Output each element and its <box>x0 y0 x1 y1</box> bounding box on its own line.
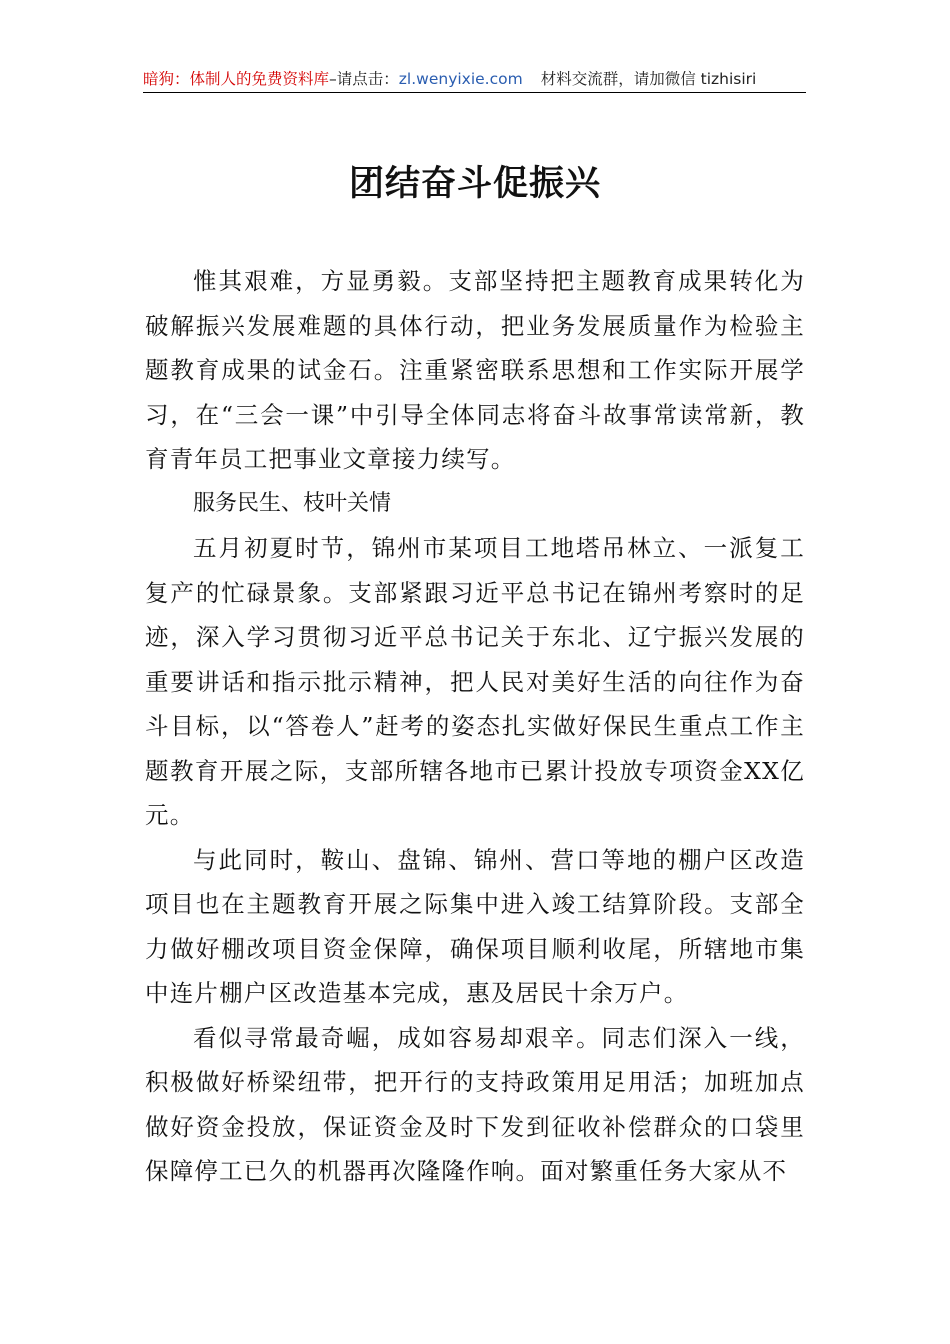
click-label: –请点击： <box>329 70 399 88</box>
document-title: 团结奋斗促振兴 <box>348 163 601 204</box>
site-label: 暗狗：体制人的免费资料库 <box>143 70 330 88</box>
paragraph: 五月初夏时节，锦州市某项目工地塔吊林立、一派复工复产的忙碌景象。支部紧跟习近平总书记在锦州考察时的足迹，深入学习贯彻习近平总书记关于东北、辽宁振兴发展的重要讲话和指示批示精神，把人民对美好生活的向往作为奋斗目标，以“答卷人”赶考的姿态扎实做好保民生重点工作主题教育开展之际，支部所辖各地市已累计投放专项资金XX亿元。 <box>145 534 805 829</box>
site-link[interactable]: zl.wenyixie.com <box>398 70 523 88</box>
paragraph: 惟其艰难，方显勇毅。支部坚持把主题教育成果转化为破解振兴发展难题的具体行动，把业务发展质量作为检验主题教育成果的试金石。注重紧密联系思想和工作实际开展学习，在“三会一课”中引导全体同志将奋斗故事常读常新，教育青年员工把事业文章接力续写。 <box>145 267 805 473</box>
wechat-note: 材料交流群，请加微信 tizhisiri <box>540 70 757 88</box>
paragraph: 与此同时，鞍山、盘锦、锦州、营口等地的棚户区改造项目也在主题教育开展之际集中进入竣工结算阶段。支部全力做好棚改项目资金保障，确保项目顺利收尾，所辖地市集中连片棚户区改造基本完成，惠及居民十余万户。 <box>145 845 805 1007</box>
page-header <box>143 66 806 93</box>
paragraph: 看似寻常最奇崛，成如容易却艰辛。同志们深入一线，积极做好桥梁纽带，把开行的支持政策用足用活；加班加点做好资金投放，保证资金及时下发到征收补偿群众的口袋里保障停工已久的机器再次隆隆作响。面对繁重任务大家从不 <box>145 1023 805 1185</box>
document-body <box>145 259 805 1194</box>
section-heading: 服务民生、枝叶关情 <box>193 490 392 516</box>
